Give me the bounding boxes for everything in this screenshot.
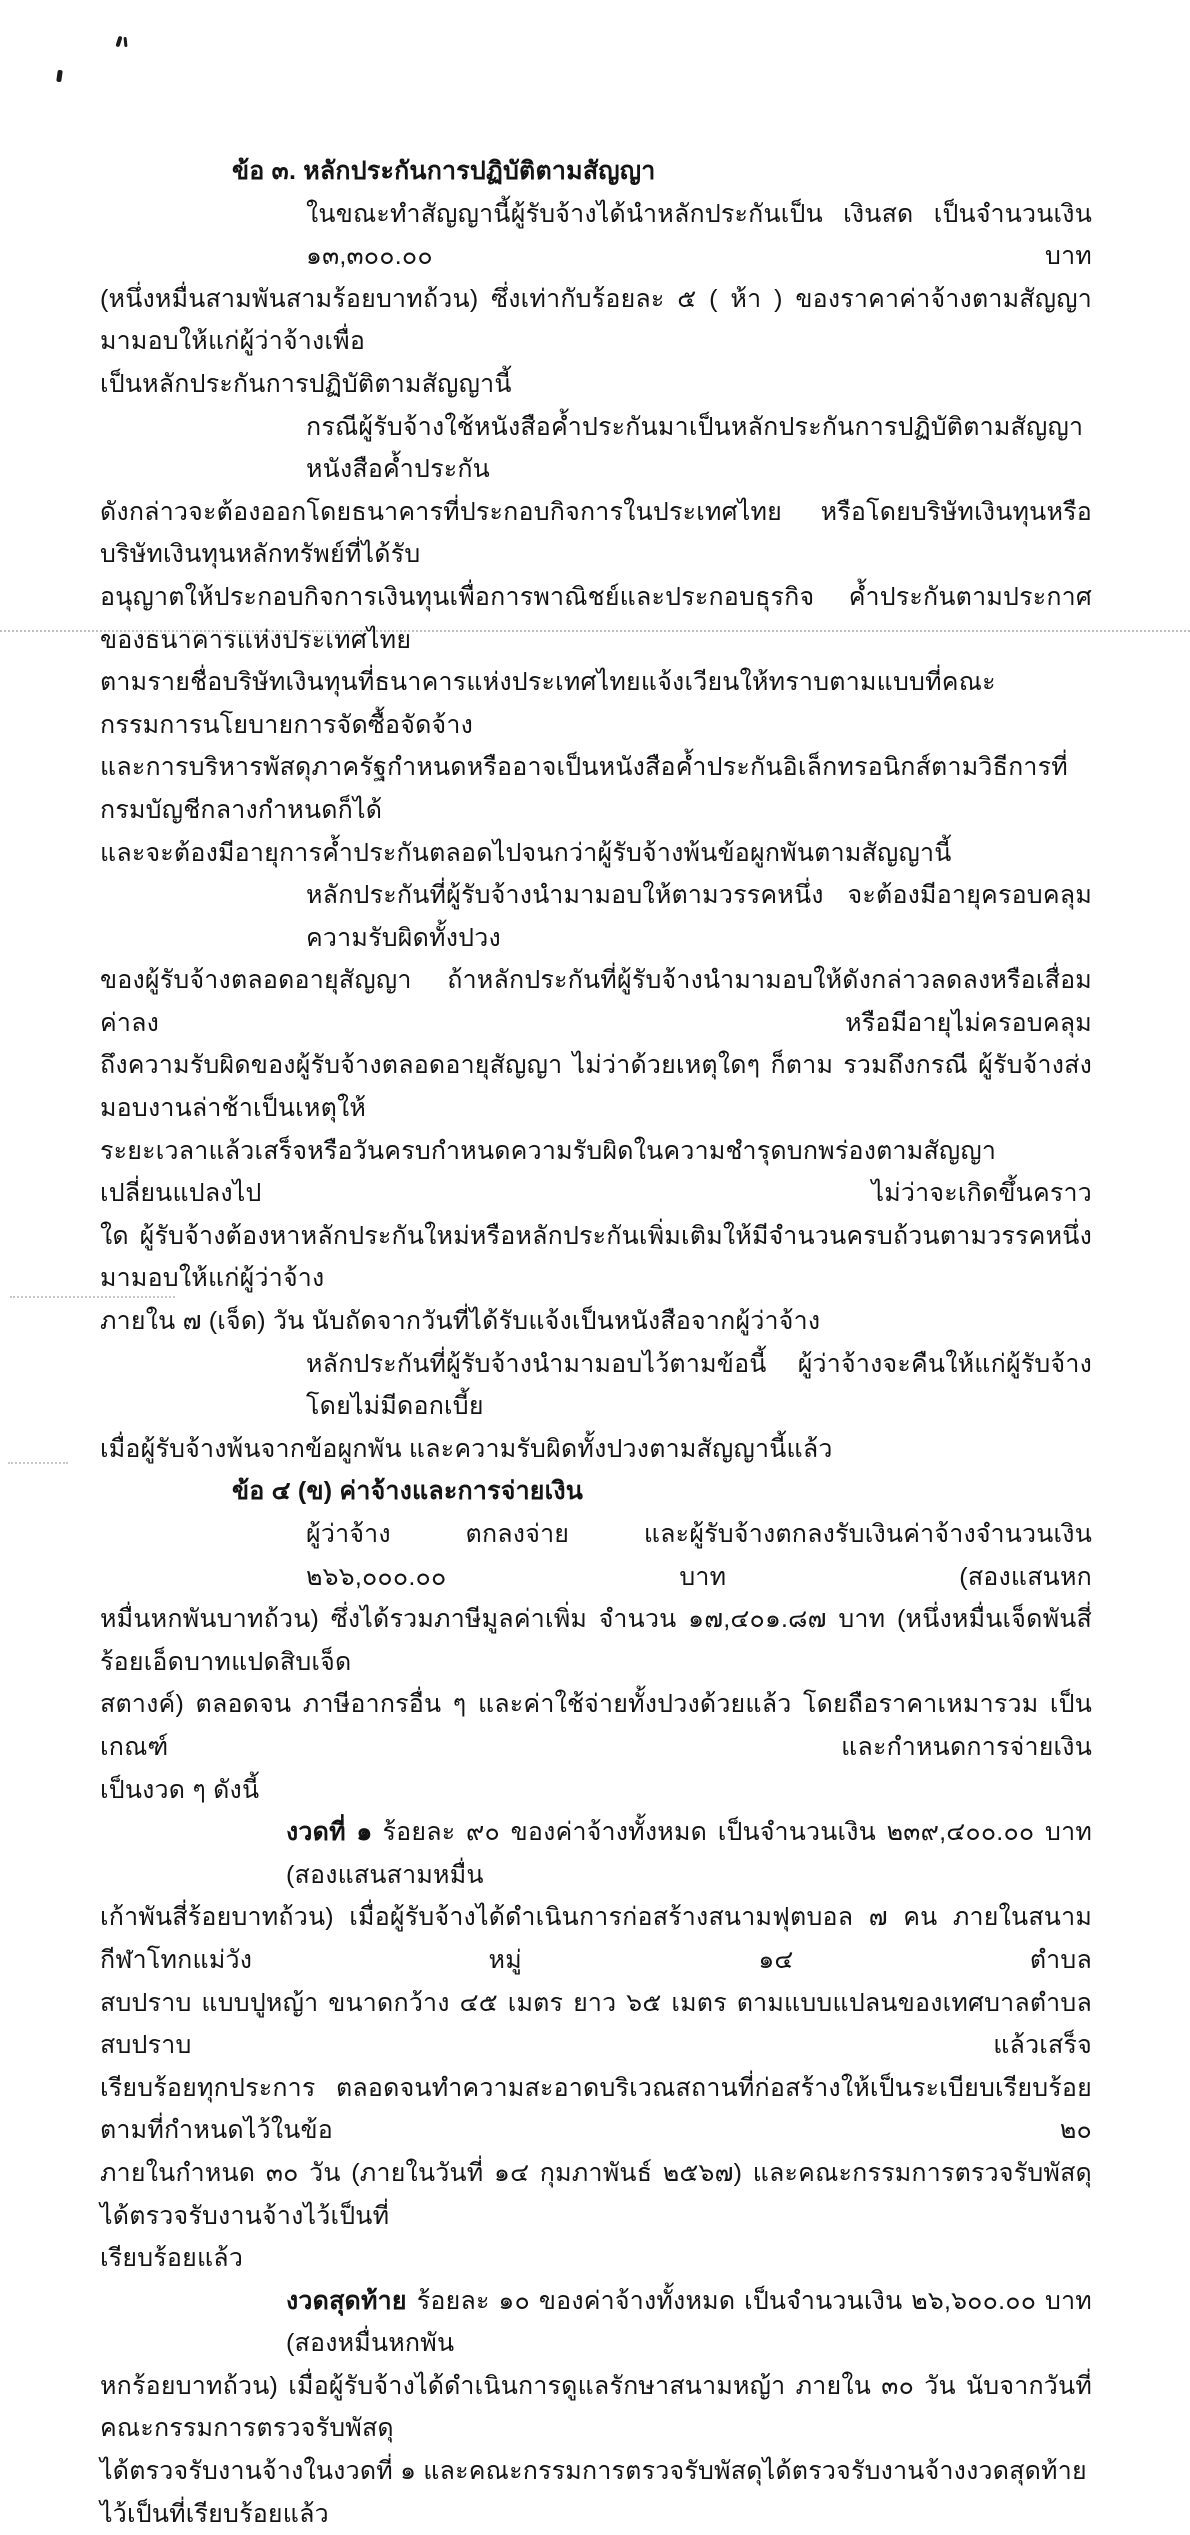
text-line: และการบริหารพัสดุภาครัฐกำหนดหรืออาจเป็นหนังสือค้ำประกันอิเล็กทรอนิกส์ตามวิธีการที่กรมบัญชีกลางกำหนดก็ได้ bbox=[100, 753, 1068, 824]
final-installment-line bbox=[100, 2280, 1092, 2365]
text-line: ในขณะทำสัญญานี้ผู้รับจ้างได้นำหลักประกันเป็น เงินสด เป็นจำนวนเงิน ๑๓,๓๐๐.๐๐ บาท bbox=[306, 199, 1092, 271]
text-line: หมื่นหกพันบาทถ้วน) ซึ่งได้รวมภาษีมูลค่าเพิ่ม จำนวน ๑๗,๔๐๑.๘๗ บาท (หนึ่งหมื่นเจ็ดพันสี่ร้อยเอ็ดบาทแปดสิบเจ็ด bbox=[100, 1605, 1092, 1676]
text-line: เมื่อผู้รับจ้างพ้นจากข้อผูกพัน และความรับผิดทั้งปวงตามสัญญานี้แล้ว bbox=[100, 1434, 833, 1463]
text-line: เรียบร้อยทุกประการ ตลอดจนทำความสะอาดบริเวณสถานที่ก่อสร้างให้เป็นระเบียบเรียบร้อย ตามที่กำหนดไว้ในข้อ ๒๐ bbox=[100, 2073, 1092, 2145]
text-line: หกร้อยบาทถ้วน) เมื่อผู้รับจ้างได้ดำเนินการดูแลรักษาสนามหญ้า ภายใน ๓๐ วัน นับจากวันที่คณะกรรมการตรวจรับพัสดุ bbox=[100, 2371, 1092, 2443]
text-line: ได้ตรวจรับงานจ้างในงวดที่ ๑ และคณะกรรมการตรวจรับพัสดุได้ตรวจรับงานจ้างงวดสุดท้ายไว้เป็นที่เรียบร้อยแล้ว bbox=[100, 2457, 1087, 2528]
text-line: หลักประกันที่ผู้รับจ้างนำมามอบไว้ตามข้อนี้ ผู้ว่าจ้างจะคืนให้แก่ผู้รับจ้าง โดยไม่มีดอกเบี้ย bbox=[306, 1349, 1092, 1421]
text-line: (หนึ่งหมื่นสามพันสามร้อยบาทถ้วน) ซึ่งเท่ากับร้อยละ ๕ ( ห้า ) ของราคาค่าจ้างตามสัญญา มามอบให้แก่ผู้ว่าจ้างเพื่อ bbox=[100, 284, 1092, 356]
text-line: ร้อยละ ๙๐ ของค่าจ้างทั้งหมด เป็นจำนวนเงิน ๒๓๙,๔๐๐.๐๐ บาท (สองแสนสามหมื่น bbox=[286, 1818, 1093, 1889]
text-line: ร้อยละ ๑๐ ของค่าจ้างทั้งหมด เป็นจำนวนเงิน ๒๖,๖๐๐.๐๐ บาท (สองหมื่นหกพัน bbox=[286, 2286, 1092, 2358]
text-line: ของผู้รับจ้างตลอดอายุสัญญา ถ้าหลักประกันที่ผู้รับจ้างนำมามอบให้ดังกล่าวลดลงหรือเสื่อมค่าลง หรือมีอายุไม่ครอบคลุม bbox=[100, 966, 1092, 1037]
text-line: สบปราบ แบบปูหญ้า ขนาดกว้าง ๔๕ เมตร ยาว ๖๕ เมตร ตามแบบแปลนของเทศบาลตำบลสบปราบ แล้วเสร็จ bbox=[100, 1988, 1092, 2060]
text-line: ระยะเวลาแล้วเสร็จหรือวันครบกำหนดความรับผิดในความชำรุดบกพร่องตามสัญญาเปลี่ยนแปลงไป ไม่ว่าจะเกิดขึ้นคราว bbox=[100, 1136, 1092, 1208]
ink-speck bbox=[123, 37, 127, 47]
text-line: เป็นหลักประกันการปฏิบัติตามสัญญานี้ bbox=[100, 369, 512, 398]
text-line: ดังกล่าวจะต้องออกโดยธนาคารที่ประกอบกิจการในประเทศไทย หรือโดยบริษัทเงินทุนหรือบริษัทเงินทุนหลักทรัพย์ที่ได้รับ bbox=[100, 497, 1092, 569]
text-line: ใด ผู้รับจ้างต้องหาหลักประกันใหม่หรือหลักประกันเพิ่มเติมให้มีจำนวนครบถ้วนตามวรรคหนึ่งมามอบให้แก่ผู้ว่าจ้าง bbox=[100, 1221, 1092, 1293]
scan-artifact-dotted-line bbox=[8, 1462, 68, 1464]
clause-4-heading: ข้อ ๔ (ข) ค่าจ้างและการจ่ายเงิน bbox=[232, 1477, 584, 1506]
text-line: เรียบร้อยแล้ว bbox=[100, 2244, 244, 2273]
text-line: ผู้ว่าจ้าง ตกลงจ่าย และผู้รับจ้างตกลงรับเงินค่าจ้างจำนวนเงิน ๒๖๖,๐๐๐.๐๐ บาท (สองแสนหก bbox=[306, 1520, 1092, 1591]
installment-1-label: งวดที่ ๑ bbox=[286, 1818, 373, 1847]
text-line: ภายใน ๗ (เจ็ด) วัน นับถัดจากวันที่ได้รับแจ้งเป็นหนังสือจากผู้ว่าจ้าง bbox=[100, 1307, 821, 1336]
text-line: และจะต้องมีอายุการค้ำประกันตลอดไปจนกว่าผู้รับจ้างพ้นข้อผูกพันตามสัญญานี้ bbox=[100, 838, 952, 867]
text-line: เป็นงวด ๆ ดังนี้ bbox=[100, 1775, 260, 1804]
text-line: อนุญาตให้ประกอบกิจการเงินทุนเพื่อการพาณิชย์และประกอบธุรกิจ ค้ำประกันตามประกาศของธนาคารแห่งประเทศไทย bbox=[100, 582, 1092, 654]
text-line: ภายในกำหนด ๓๐ วัน (ภายในวันที่ ๑๔ กุมภาพันธ์ ๒๕๖๗) และคณะกรรมการตรวจรับพัสดุได้ตรวจรับงานจ้างไว้เป็นที่ bbox=[100, 2158, 1092, 2230]
installment-1-line bbox=[100, 1811, 1092, 1896]
text-line: ตามรายชื่อบริษัทเงินทุนที่ธนาคารแห่งประเทศไทยแจ้งเวียนให้ทราบตามแบบที่คณะกรรมการนโยบายการจัดซื้อจัดจ้าง bbox=[100, 668, 996, 739]
ink-speck bbox=[115, 36, 122, 48]
contract-text-block bbox=[100, 150, 1092, 2535]
final-installment-label: งวดสุดท้าย bbox=[286, 2286, 407, 2315]
text-line: หลักประกันที่ผู้รับจ้างนำมามอบให้ตามวรรคหนึ่ง จะต้องมีอายุครอบคลุมความรับผิดทั้งปวง bbox=[306, 881, 1092, 952]
text-line: ถึงความรับผิดของผู้รับจ้างตลอดอายุสัญญา ไม่ว่าด้วยเหตุใดๆ ก็ตาม รวมถึงกรณี ผู้รับจ้างส่งมอบงานล่าช้าเป็นเหตุให้ bbox=[100, 1051, 1092, 1123]
text-line: กรณีผู้รับจ้างใช้หนังสือค้ำประกันมาเป็นหลักประกันการปฏิบัติตามสัญญา หนังสือค้ำประกัน bbox=[306, 412, 1084, 484]
ink-speck bbox=[56, 70, 63, 83]
text-line: เก้าพันสี่ร้อยบาทถ้วน) เมื่อผู้รับจ้างได้ดำเนินการก่อสร้างสนามฟุตบอล ๗ คน ภายในสนามกีฬาโทกแม่วัง หมู่ ๑๔ ตำบล bbox=[100, 1903, 1092, 1974]
clause-3-heading: ข้อ ๓. หลักประกันการปฏิบัติตามสัญญา bbox=[232, 157, 656, 185]
text-line: สตางค์) ตลอดจน ภาษีอากรอื่น ๆ และค่าใช้จ่ายทั้งปวงด้วยแล้ว โดยถือราคาเหมารวม เป็นเกณฑ์ และกำหนดการจ่ายเงิน bbox=[100, 1690, 1092, 1761]
